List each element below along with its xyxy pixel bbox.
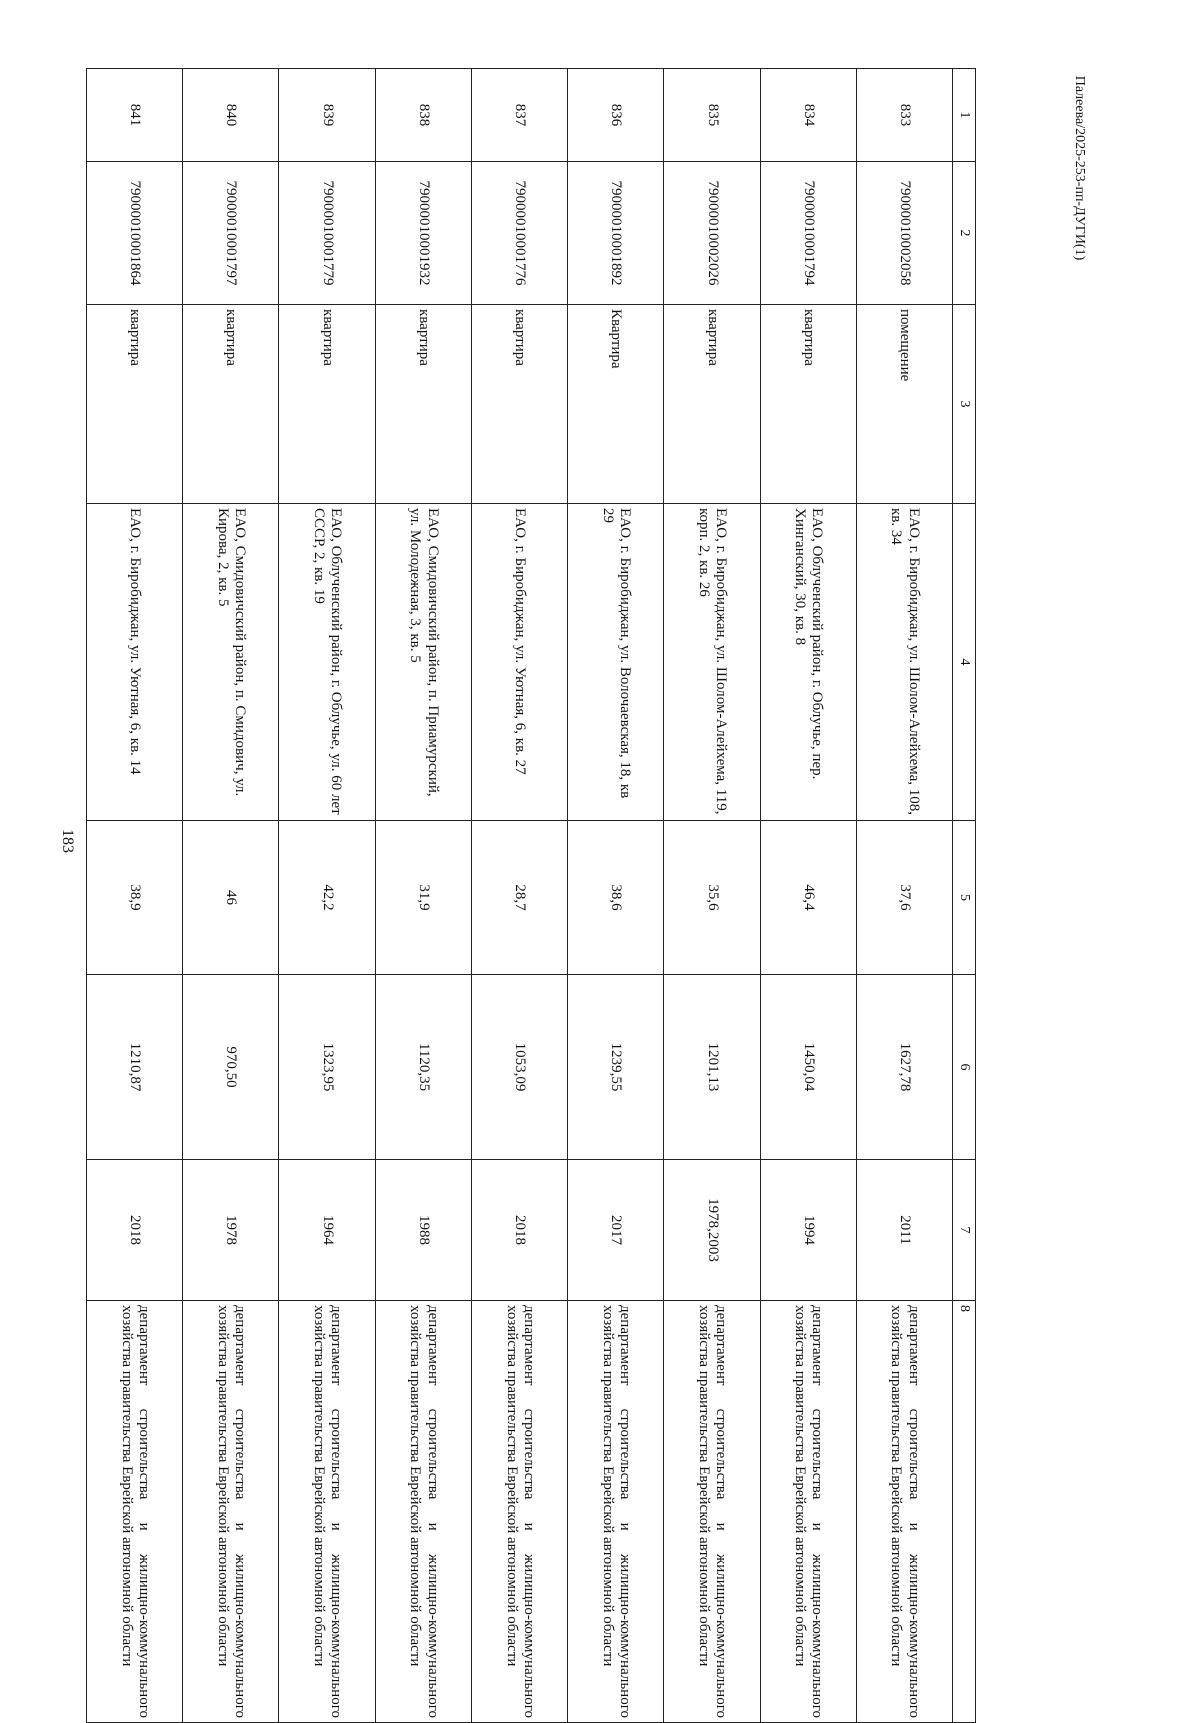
- table-row: [279, 69, 375, 1723]
- column-number: 5: [953, 821, 976, 975]
- table-row: [856, 69, 952, 1723]
- registry-table: [86, 68, 976, 1723]
- table-row: [87, 69, 183, 1723]
- cadastral-number: 79000010002058: [856, 162, 952, 305]
- object-year: 1964: [279, 1160, 375, 1301]
- column-number: 2: [953, 162, 976, 305]
- object-address: ЕАО, г. Биробиджан, ул. Волочаевская, 18, кв 29: [568, 504, 664, 821]
- object-address: ЕАО, г. Биробиджан, ул. Уютная, 6, кв. 27: [471, 504, 567, 821]
- object-address: ЕАО, г. Биробиджан, ул. Уютная, 6, кв. 14: [87, 504, 183, 821]
- cadastral-number: 79000010001776: [471, 162, 567, 305]
- object-area: 38,9: [87, 821, 183, 975]
- object-cost: 1201,13: [664, 975, 760, 1160]
- column-number: 4: [953, 504, 976, 821]
- cadastral-number: 79000010001892: [568, 162, 664, 305]
- page-number: 183: [59, 829, 76, 853]
- object-area: 46: [183, 821, 279, 975]
- column-number: 7: [953, 1160, 976, 1301]
- table-row: [471, 69, 567, 1723]
- object-cost: 1210,87: [87, 975, 183, 1160]
- object-type: квартира: [87, 305, 183, 504]
- registry-table-container: [86, 68, 976, 1718]
- object-year: 1988: [375, 1160, 471, 1301]
- column-number: 3: [953, 305, 976, 504]
- row-number: 837: [471, 69, 567, 162]
- row-number: 838: [375, 69, 471, 162]
- object-type: квартира: [183, 305, 279, 504]
- row-number: 836: [568, 69, 664, 162]
- object-address: ЕАО, Смидовичский район, п. Смидович, ул. Кирова, 2, кв. 5: [183, 504, 279, 821]
- object-owner: департамент строительства и жилищно-коммунального хозяйства правительства Еврейской автономной области: [87, 1301, 183, 1723]
- object-area: 42,2: [279, 821, 375, 975]
- table-row: [664, 69, 760, 1723]
- document-code: [1064, 0, 1094, 1702]
- object-year: 2011: [856, 1160, 952, 1301]
- table-row: [568, 69, 664, 1723]
- row-number: 835: [664, 69, 760, 162]
- object-cost: 970,50: [183, 975, 279, 1160]
- object-address: ЕАО, Облученский район, г. Облучье, пер. Хинганский, 30, кв. 8: [760, 504, 856, 821]
- object-owner: департамент строительства и жилищно-коммунального хозяйства правительства Еврейской автономной области: [471, 1301, 567, 1723]
- cadastral-number: 79000010002026: [664, 162, 760, 305]
- document-code-text: Палеева/2025-253-пп-ДУГИ(1): [1072, 75, 1087, 261]
- object-address: ЕАО, Облученский район, г. Облучье, ул. 60 лет СССР, 2, кв. 19: [279, 504, 375, 821]
- object-cost: 1053,09: [471, 975, 567, 1160]
- object-type: квартира: [375, 305, 471, 504]
- object-type: помещение: [856, 305, 952, 504]
- object-year: 1978: [183, 1160, 279, 1301]
- object-year: 1994: [760, 1160, 856, 1301]
- row-number: 840: [183, 69, 279, 162]
- object-address: ЕАО, г. Биробиджан, ул. Шолом-Алейхема, 119, корп. 2, кв. 26: [664, 504, 760, 821]
- row-number: 839: [279, 69, 375, 162]
- table-row: [375, 69, 471, 1723]
- cadastral-number: 79000010001864: [87, 162, 183, 305]
- object-area: 46,4: [760, 821, 856, 975]
- object-area: 38,6: [568, 821, 664, 975]
- object-area: 28,7: [471, 821, 567, 975]
- object-cost: 1450,04: [760, 975, 856, 1160]
- cadastral-number: 79000010001779: [279, 162, 375, 305]
- object-owner: департамент строительства и жилищно-коммунального хозяйства правительства Еврейской автономной области: [760, 1301, 856, 1723]
- object-owner: департамент строительства и жилищно-коммунального хозяйства правительства Еврейской автономной области: [279, 1301, 375, 1723]
- row-number: 841: [87, 69, 183, 162]
- object-type: Квартира: [568, 305, 664, 504]
- object-year: 2017: [568, 1160, 664, 1301]
- column-number: 6: [953, 975, 976, 1160]
- object-area: 31,9: [375, 821, 471, 975]
- object-year: 2018: [471, 1160, 567, 1301]
- object-cost: 1323,95: [279, 975, 375, 1160]
- object-year: 1978,2003: [664, 1160, 760, 1301]
- cadastral-number: 79000010001797: [183, 162, 279, 305]
- cadastral-number: 79000010001932: [375, 162, 471, 305]
- object-owner: департамент строительства и жилищно-коммунального хозяйства правительства Еврейской автономной области: [568, 1301, 664, 1723]
- object-address: ЕАО, г. Биробиджан, ул. Шолом-Алейхема, 108, кв. 34: [856, 504, 952, 821]
- object-type: квартира: [279, 305, 375, 504]
- object-address: ЕАО, Смидовичский район, п. Приамурский, ул. Молодежная, 3, кв. 5: [375, 504, 471, 821]
- object-owner: департамент строительства и жилищно-коммунального хозяйства правительства Еврейской автономной области: [856, 1301, 952, 1723]
- column-number: 1: [953, 69, 976, 162]
- column-number-row: [953, 69, 976, 1723]
- object-owner: департамент строительства и жилищно-коммунального хозяйства правительства Еврейской автономной области: [183, 1301, 279, 1723]
- row-number: 833: [856, 69, 952, 162]
- object-year: 2018: [87, 1160, 183, 1301]
- object-area: 35,6: [664, 821, 760, 975]
- object-cost: 1627,78: [856, 975, 952, 1160]
- object-owner: департамент строительства и жилищно-коммунального хозяйства правительства Еврейской автономной области: [664, 1301, 760, 1723]
- row-number: 834: [760, 69, 856, 162]
- object-cost: 1239,55: [568, 975, 664, 1160]
- object-owner: департамент строительства и жилищно-коммунального хозяйства правительства Еврейской автономной области: [375, 1301, 471, 1723]
- cadastral-number: 79000010001794: [760, 162, 856, 305]
- table-row: [183, 69, 279, 1723]
- column-number: 8: [953, 1301, 976, 1723]
- object-type: квартира: [664, 305, 760, 504]
- object-type: квартира: [471, 305, 567, 504]
- table-row: [760, 69, 856, 1723]
- object-area: 37,6: [856, 821, 952, 975]
- object-type: квартира: [760, 305, 856, 504]
- object-cost: 1120,35: [375, 975, 471, 1160]
